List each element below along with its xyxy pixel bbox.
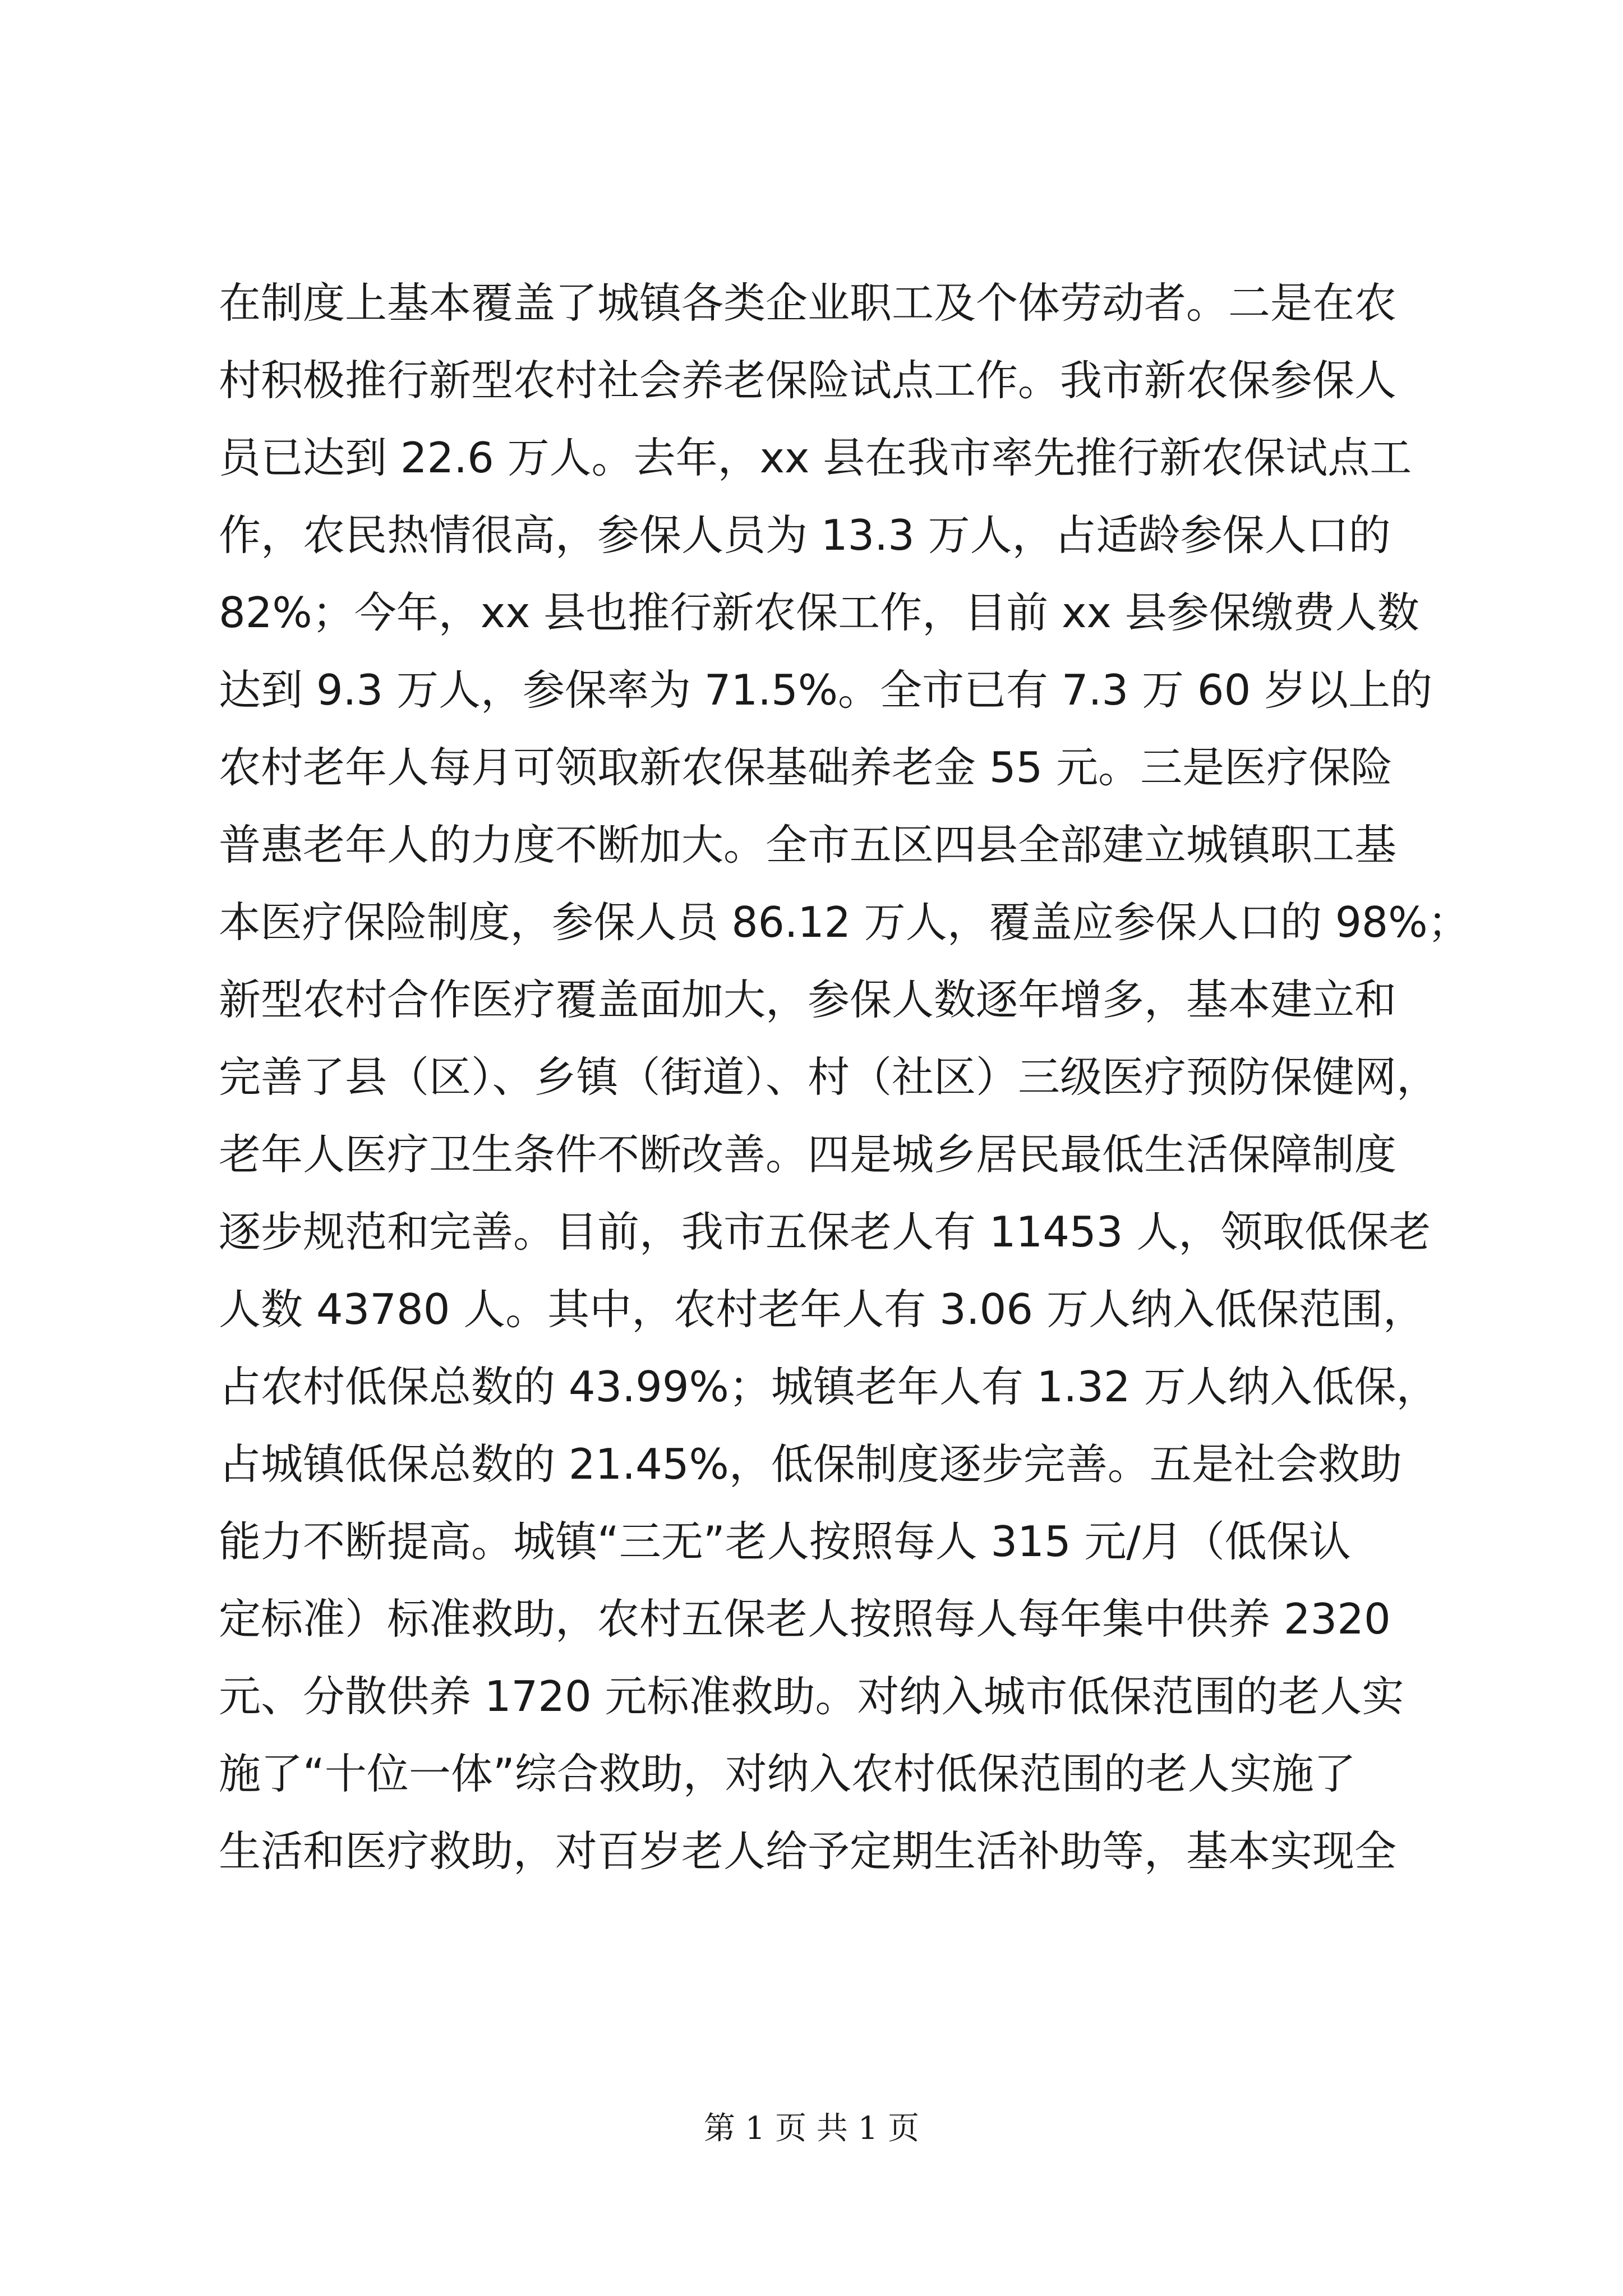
text-line: 82%；今年，xx 县也推行新农保工作，目前 xx 县参保缴费人数 — [219, 588, 1419, 637]
text-line: 逐步规范和完善。目前，我市五保老人有 11453 人，领取低保老 — [219, 1207, 1431, 1257]
text-line: 老年人医疗卫生条件不断改善。四是城乡居民最低生活保障制度 — [219, 1130, 1397, 1179]
text-line: 达到 9.3 万人，参保率为 71.5%。全市已有 7.3 万 60 岁以上的 — [219, 665, 1433, 715]
text-line: 能力不断提高。城镇“三无”老人按照每人 315 元/月（低保认 — [219, 1517, 1351, 1566]
text-line: 占城镇低保总数的 21.45%，低保制度逐步完善。五是社会救助 — [219, 1439, 1402, 1489]
text-line: 本医疗保险制度，参保人员 86.12 万人，覆盖应参保人口的 98%； — [219, 898, 1469, 947]
text-line: 生活和医疗救助，对百岁老人给予定期生活补助等，基本实现全 — [219, 1826, 1397, 1876]
page-footer: 第 1 页 共 1 页 — [703, 2110, 920, 2147]
text-line: 元、分散供养 1720 元标准救助。对纳入城市低保范围的老人实 — [219, 1672, 1404, 1721]
text-line: 新型农村合作医疗覆盖面加大，参保人数逐年增多，基本建立和 — [219, 975, 1397, 1024]
text-line: 作，农民热情很高，参保人员为 13.3 万人，占适龄参保人口的 — [219, 510, 1391, 560]
text-line: 员已达到 22.6 万人。去年，xx 县在我市率先推行新农保试点工 — [219, 433, 1412, 482]
text-line: 定标准）标准救助，农村五保老人按照每人每年集中供养 2320 — [219, 1594, 1391, 1644]
text-line: 完善了县（区）、乡镇（街道）、村（社区）三级医疗预防保健网， — [219, 1052, 1439, 1102]
text-line: 在制度上基本覆盖了城镇各类企业职工及个体劳动者。二是在农 — [219, 278, 1397, 328]
text-line: 普惠老年人的力度不断加大。全市五区四县全部建立城镇职工基 — [219, 820, 1397, 869]
text-line: 村积极推行新型农村社会养老保险试点工作。我市新农保参保人 — [219, 356, 1397, 405]
text-line: 占农村低保总数的 43.99%；城镇老年人有 1.32 万人纳入低保， — [219, 1362, 1438, 1411]
text-line: 施了“十位一体”综合救助，对纳入农村低保范围的老人实施了 — [219, 1749, 1356, 1798]
text-line: 农村老年人每月可领取新农保基础养老金 55 元。三是医疗保险 — [219, 743, 1393, 792]
text-line: 人数 43780 人。其中，农村老年人有 3.06 万人纳入低保范围， — [219, 1285, 1425, 1334]
